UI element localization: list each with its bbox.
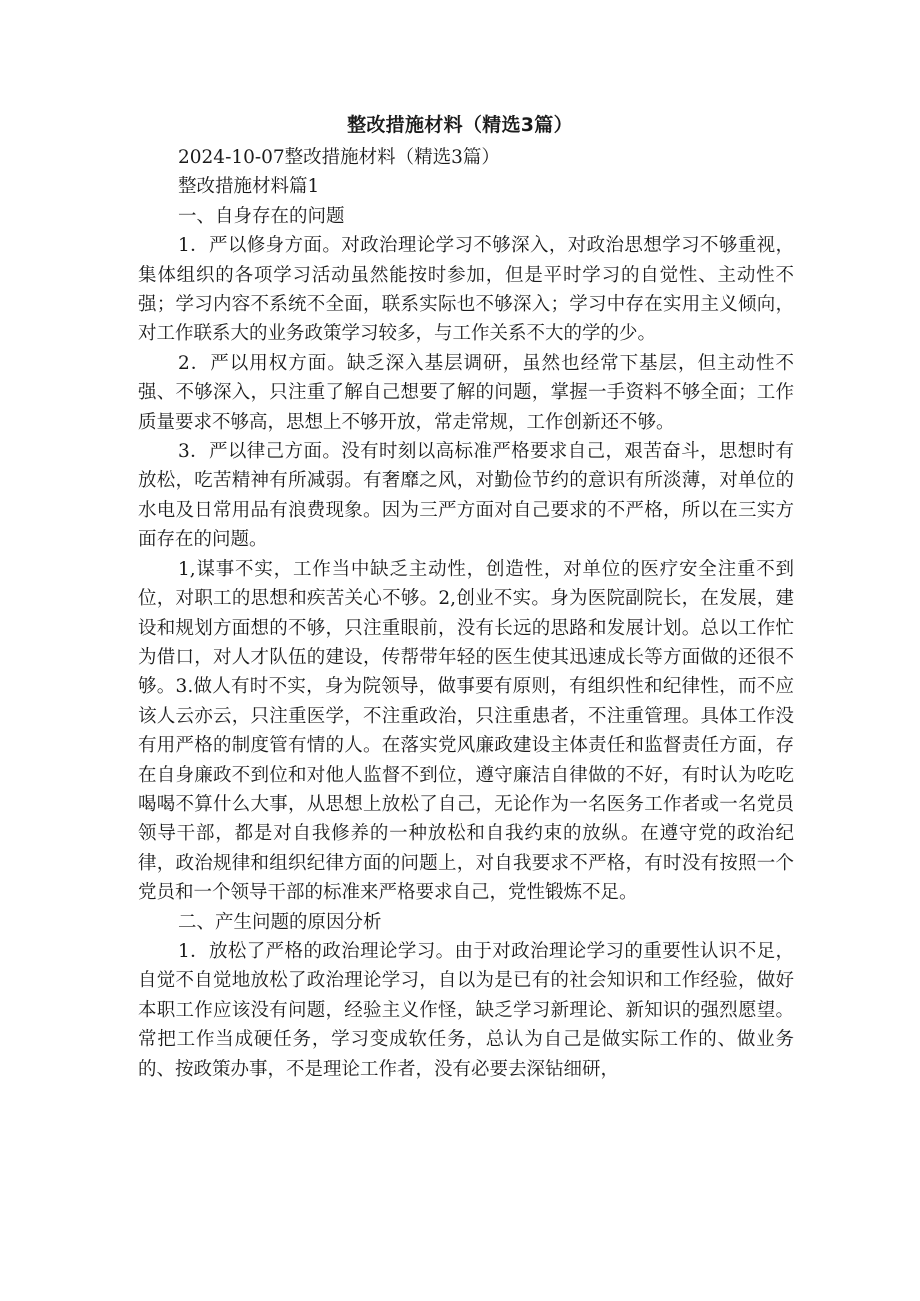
section-heading: 整改措施材料篇1 (178, 176, 320, 198)
body-paragraph: 1．放松了严格的政治理论学习。由于对政治理论学习的重要性认识不足，自觉不自觉地放松了政治理论学习，自以为是已有的社会知识和工作经验，做好本职工作应该没有问题，经验主义作怪，缺乏学习新理论、新知识的强烈愿望。常把工作当成硬任务，学习变成软任务，总认为自己是做实际工作的、做业务的、按政策办事，不是理论工作者，没有必要去深钻细研， (138, 940, 794, 1080)
date-heading: 2024-10-07整改措施材料（精选3篇） (178, 147, 500, 168)
body-paragraph: 2．严以用权方面。缺乏深入基层调研，虽然也经常下基层，但主动性不强、不够深入，只注重了解自己想要了解的问题，掌握一手资料不够全面；工作质量要求不够高，思想上不够开放，常走常规，工作创新还不够。 (138, 352, 794, 433)
subsection-heading: 一、自身存在的问题 (178, 205, 345, 227)
document-title: 整改措施材料（精选3篇） (347, 114, 573, 136)
body-paragraph: 3．严以律己方面。没有时刻以高标准严格要求自己，艰苦奋斗，思想时有放松，吃苦精神有所减弱。有奢靡之风，对勤俭节约的意识有所淡薄，对单位的水电及日常用品有浪费现象。因为三严方面对自己要求的不严格，所以在三实方面存在的问题。 (138, 441, 794, 551)
body-paragraph: 1．严以修身方面。对政治理论学习不够深入，对政治思想学习不够重视，集体组织的各项学习活动虽然能按时参加，但是平时学习的自觉性、主动性不强；学习内容不系统不全面，联系实际也不够深入；学习中存在实用主义倾向，对工作联系大的业务政策学习较多，与工作关系不大的学的少。 (138, 235, 794, 345)
subsection-heading: 二、产生问题的原因分析 (178, 911, 382, 933)
document-body (138, 143, 794, 1084)
body-paragraph: 1,谋事不实，工作当中缺乏主动性，创造性，对单位的医疗安全注重不到位，对职工的思想和疾苦关心不够。2,创业不实。身为医院副院长，在发展，建设和规划方面想的不够，只注重眼前，没有长远的思路和发展计划。总以工作忙为借口，对人才队伍的建设，传帮带年轻的医生使其迅速成长等方面做的还很不够。3.做人有时不实，身为院领导，做事要有原则，有组织性和纪律性，而不应该人云亦云，只注重医学，不注重政治，只注重患者，不注重管理。具体工作没有用严格的制度管有情的人。在落实党风廉政建设主体责任和监督责任方面，存在自身廉政不到位和对他人监督不到位，遵守廉洁自律做的不好，有时认为吃吃喝喝不算什么大事，从思想上放松了自己，无论作为一名医务工作者或一名党员领导干部，都是对自我修养的一种放松和自我约束的放纵。在遵守党的政治纪律，政治规律和组织纪律方面的问题上，对自我要求不严格，有时没有按照一个党员和一个领导干部的标准来严格要求自己，党性锻炼不足。 (138, 558, 794, 904)
